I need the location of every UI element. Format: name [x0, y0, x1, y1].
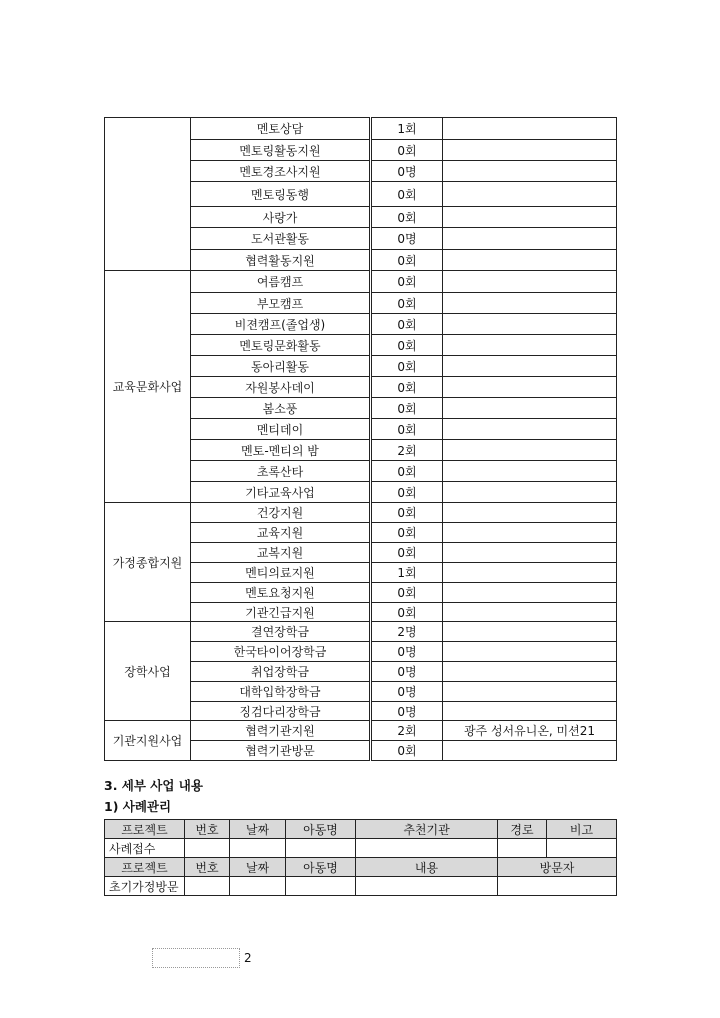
case-header-row-2: [105, 858, 617, 877]
cell-date: [230, 839, 286, 858]
program-count: 0명: [371, 642, 443, 662]
program-note: [443, 543, 617, 563]
program-count: 0회: [371, 482, 443, 503]
program-note: [443, 583, 617, 603]
program-note: [443, 207, 617, 228]
program-note: [443, 523, 617, 543]
page-number-box: [152, 948, 240, 968]
header-child-name: 아동명: [286, 858, 356, 877]
case-header-row-1: [105, 820, 617, 839]
program-note: [443, 741, 617, 761]
header-number: 번호: [185, 820, 230, 839]
program-item: 멘토-멘티의 밤: [191, 440, 371, 461]
category-cell: 교육문화사업: [105, 271, 191, 503]
program-count: 0회: [371, 523, 443, 543]
program-note: [443, 440, 617, 461]
cell-project: 초기가정방문: [105, 877, 185, 896]
program-count: 0명: [371, 702, 443, 721]
program-count: 0회: [371, 140, 443, 161]
program-note: [443, 482, 617, 503]
program-count: 0회: [371, 543, 443, 563]
program-row: [105, 503, 617, 523]
category-cell: 기관지원사업: [105, 721, 191, 761]
program-item: 교육지원: [191, 523, 371, 543]
program-note: [443, 398, 617, 419]
program-item: 대학입학장학금: [191, 682, 371, 702]
program-count: 0회: [371, 741, 443, 761]
program-count: 0명: [371, 682, 443, 702]
program-item: 부모캠프: [191, 293, 371, 314]
program-count: 0회: [371, 182, 443, 207]
program-note: [443, 662, 617, 682]
program-count: 0회: [371, 356, 443, 377]
program-note: [443, 140, 617, 161]
cell-child-name: [286, 839, 356, 858]
header-number: 번호: [185, 858, 230, 877]
program-count: 0회: [371, 314, 443, 335]
header-project: 프로젝트: [105, 820, 185, 839]
program-note: [443, 563, 617, 583]
program-item: 교복지원: [191, 543, 371, 563]
program-item: 멘토링문화활동: [191, 335, 371, 356]
program-note: [443, 335, 617, 356]
program-count: 0회: [371, 419, 443, 440]
program-count: 1회: [371, 563, 443, 583]
program-item: 결연장학금: [191, 622, 371, 642]
page-number: 2: [244, 951, 252, 965]
program-note: [443, 377, 617, 398]
program-item: 멘토링활동지원: [191, 140, 371, 161]
program-item: 도서관활동: [191, 228, 371, 250]
program-note: [443, 356, 617, 377]
program-item: 멘토링동행: [191, 182, 371, 207]
program-item: 기타교육사업: [191, 482, 371, 503]
program-item: 멘토요청지원: [191, 583, 371, 603]
cell-referral-agency: [356, 839, 498, 858]
program-item: 비젼캠프(졸업생): [191, 314, 371, 335]
section-heading: 3. 세부 사업 내용: [104, 778, 203, 793]
sub-heading: 1) 사례관리: [104, 799, 172, 814]
header-child-name: 아동명: [286, 820, 356, 839]
program-note: [443, 642, 617, 662]
program-note: [443, 118, 617, 140]
header-route: 경로: [498, 820, 547, 839]
program-note: [443, 314, 617, 335]
cell-route: [498, 839, 547, 858]
program-count: 0회: [371, 583, 443, 603]
cell-number: [185, 877, 230, 896]
cell-date: [230, 877, 286, 896]
program-count: 0회: [371, 271, 443, 293]
program-note: [443, 503, 617, 523]
category-cell: [105, 118, 191, 271]
program-count: 0회: [371, 250, 443, 271]
cell-child-name: [286, 877, 356, 896]
program-note: [443, 228, 617, 250]
program-count: 0회: [371, 335, 443, 356]
program-item: 동아리활동: [191, 356, 371, 377]
program-item: 협력기관방문: [191, 741, 371, 761]
cell-number: [185, 839, 230, 858]
cell-content: [356, 877, 498, 896]
program-count: 0회: [371, 207, 443, 228]
cell-remarks: [547, 839, 617, 858]
program-item: 징검다리장학금: [191, 702, 371, 721]
program-note: [443, 293, 617, 314]
header-project: 프로젝트: [105, 858, 185, 877]
program-item: 건강지원: [191, 503, 371, 523]
program-count: 0명: [371, 662, 443, 682]
program-item: 멘티의료지원: [191, 563, 371, 583]
program-item: 협력기관지원: [191, 721, 371, 741]
program-count: 0명: [371, 161, 443, 182]
header-content: 내용: [356, 858, 498, 877]
program-note: [443, 250, 617, 271]
program-item: 사랑가: [191, 207, 371, 228]
program-count: 0회: [371, 398, 443, 419]
program-note: [443, 161, 617, 182]
program-note: [443, 419, 617, 440]
header-visitor: 방문자: [498, 858, 617, 877]
program-row: [105, 118, 617, 140]
program-count: 2명: [371, 622, 443, 642]
header-date: 날짜: [230, 858, 286, 877]
program-count: 2회: [371, 721, 443, 741]
program-note: [443, 461, 617, 482]
program-item: 멘티데이: [191, 419, 371, 440]
program-item: 자원봉사데이: [191, 377, 371, 398]
case-row-intake: [105, 839, 617, 858]
program-row: [105, 721, 617, 741]
category-cell: 장학사업: [105, 622, 191, 721]
program-note: [443, 622, 617, 642]
program-note: 광주 성서유니온, 미션21: [443, 721, 617, 741]
program-item: 기관긴급지원: [191, 603, 371, 622]
program-row: [105, 622, 617, 642]
program-note: [443, 682, 617, 702]
program-item: 멘토상담: [191, 118, 371, 140]
program-item: 초록산타: [191, 461, 371, 482]
header-date: 날짜: [230, 820, 286, 839]
program-item: 여름캠프: [191, 271, 371, 293]
program-count: 1회: [371, 118, 443, 140]
program-note: [443, 182, 617, 207]
cell-visitor: [498, 877, 617, 896]
program-item: 취업장학금: [191, 662, 371, 682]
header-remarks: 비고: [547, 820, 617, 839]
case-management-table: [104, 819, 617, 896]
case-row-home-visit: [105, 877, 617, 896]
program-count: 0명: [371, 228, 443, 250]
header-referral-agency: 추천기관: [356, 820, 498, 839]
program-row: [105, 271, 617, 293]
program-count: 0회: [371, 377, 443, 398]
program-item: 봄소풍: [191, 398, 371, 419]
program-item: 멘토경조사지원: [191, 161, 371, 182]
program-count: 0회: [371, 603, 443, 622]
category-cell: 가정종합지원: [105, 503, 191, 622]
cell-project: 사례접수: [105, 839, 185, 858]
program-count: 2회: [371, 440, 443, 461]
program-count: 0회: [371, 461, 443, 482]
program-note: [443, 702, 617, 721]
program-note: [443, 271, 617, 293]
program-count: 0회: [371, 503, 443, 523]
program-item: 협력활동지원: [191, 250, 371, 271]
program-count: 0회: [371, 293, 443, 314]
program-item: 한국타이어장학금: [191, 642, 371, 662]
program-note: [443, 603, 617, 622]
program-table: [104, 117, 617, 761]
